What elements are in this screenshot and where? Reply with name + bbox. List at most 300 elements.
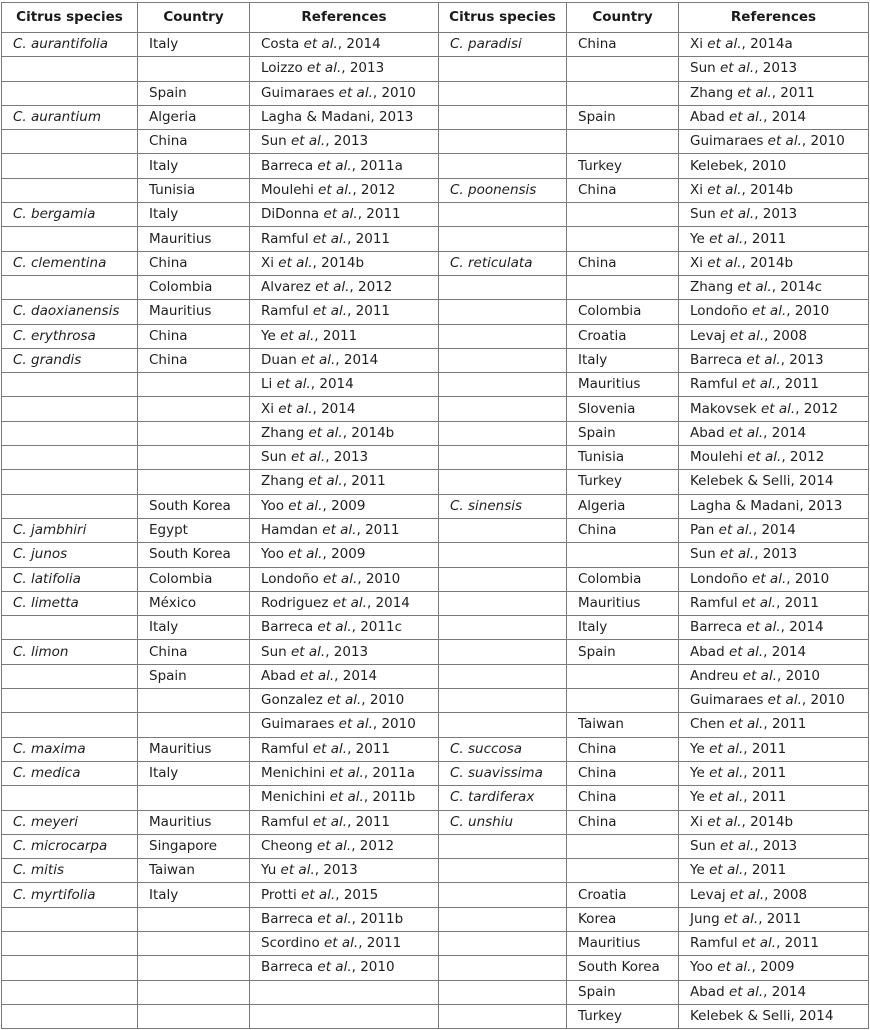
cell-country-right: Spain [567, 640, 679, 664]
cell-species-right [439, 616, 567, 640]
cell-species-left [2, 446, 138, 470]
et-al-italic: et al. [299, 667, 335, 684]
cell-reference-left: Barreca et al., 2010 [250, 956, 439, 980]
et-al-italic: et al. [709, 765, 744, 782]
et-al-italic: et al. [729, 327, 765, 344]
cell-species-right [439, 300, 567, 324]
cell-country-right: China [567, 178, 679, 202]
et-al-italic: et al. [324, 935, 359, 952]
cell-reference-right: Andreu et al., 2010 [679, 664, 869, 688]
cell-reference-right: Ye et al., 2011 [679, 761, 869, 785]
cell-country-right: Spain [567, 980, 679, 1004]
cell-species-right [439, 275, 567, 299]
cell-species-left [2, 689, 138, 713]
et-al-italic: et al. [288, 546, 323, 563]
et-al-italic: et al. [741, 376, 777, 393]
cell-species-left: C. limetta [2, 591, 138, 615]
cell-reference-right: Sun et al., 2013 [679, 203, 869, 227]
cell-species-right [439, 57, 567, 81]
table-row [2, 324, 869, 348]
cell-reference-right: Xi et al., 2014a [679, 33, 869, 57]
table-row [2, 689, 869, 713]
cell-species-right [439, 203, 567, 227]
cell-reference-left: DiDonna et al., 2011 [250, 203, 439, 227]
cell-reference-left: Yu et al., 2013 [250, 859, 439, 883]
table-row [2, 761, 869, 785]
cell-species-right: C. unshiu [439, 810, 567, 834]
cell-species-left: C. grandis [2, 348, 138, 372]
table-row [2, 737, 869, 761]
cell-reference-right: Kelebek & Selli, 2014 [679, 470, 869, 494]
cell-country-left [138, 446, 250, 470]
cell-reference-left: Ramful et al., 2011 [250, 227, 439, 251]
cell-reference-right: Abad et al., 2014 [679, 980, 869, 1004]
cell-reference-left: Xi et al., 2014 [250, 397, 439, 421]
cell-species-left [2, 713, 138, 737]
cell-species-left [2, 956, 138, 980]
cell-country-left: Spain [138, 81, 250, 105]
cell-species-left [2, 1004, 138, 1028]
cell-species-left [2, 81, 138, 105]
table-row [2, 956, 869, 980]
table-row [2, 664, 869, 688]
cell-reference-right: Abad et al., 2014 [679, 640, 869, 664]
cell-country-right [567, 689, 679, 713]
et-al-italic: et al. [767, 133, 802, 150]
cell-reference-left: Abad et al., 2014 [250, 664, 439, 688]
cell-reference-left: Ramful et al., 2011 [250, 737, 439, 761]
cell-species-right [439, 931, 567, 955]
cell-reference-left: Moulehi et al., 2012 [250, 178, 439, 202]
cell-reference-right: Barreca et al., 2013 [679, 348, 869, 372]
cell-species-left [2, 907, 138, 931]
cell-country-right: South Korea [567, 956, 679, 980]
cell-country-right: China [567, 251, 679, 275]
cell-reference-right: Xi et al., 2014b [679, 251, 869, 275]
citrus-references-table-container [1, 2, 868, 1029]
et-al-italic: et al. [290, 643, 326, 660]
cell-country-right: Turkey [567, 154, 679, 178]
cell-reference-right: Ramful et al., 2011 [679, 591, 869, 615]
cell-country-left: China [138, 130, 250, 154]
et-al-italic: et al. [301, 886, 336, 903]
cell-species-right: C. paradisi [439, 33, 567, 57]
cell-reference-right: Ye et al., 2011 [679, 786, 869, 810]
table-row [2, 591, 869, 615]
table-row [2, 980, 869, 1004]
cell-country-left: México [138, 591, 250, 615]
cell-species-right: C. tardiferax [439, 786, 567, 810]
cell-species-left [2, 616, 138, 640]
cell-reference-left [250, 980, 439, 1004]
cell-species-right: C. reticulata [439, 251, 567, 275]
cell-reference-right: Sun et al., 2013 [679, 57, 869, 81]
cell-country-right: Colombia [567, 567, 679, 591]
cell-country-right [567, 543, 679, 567]
cell-reference-left: Hamdan et al., 2011 [250, 518, 439, 542]
cell-species-left [2, 154, 138, 178]
cell-country-right [567, 81, 679, 105]
cell-species-left [2, 664, 138, 688]
cell-reference-left: Barreca et al., 2011a [250, 154, 439, 178]
cell-reference-right: Levaj et al., 2008 [679, 324, 869, 348]
cell-reference-left: Zhang et al., 2014b [250, 421, 439, 445]
cell-country-right: Mauritius [567, 373, 679, 397]
et-al-italic: et al. [719, 206, 755, 223]
cell-species-left [2, 373, 138, 397]
et-al-italic: et al. [280, 862, 315, 879]
cell-country-left: Italy [138, 616, 250, 640]
cell-species-right [439, 373, 567, 397]
cell-reference-right: Moulehi et al., 2012 [679, 446, 869, 470]
cell-reference-left: Lagha & Madani, 2013 [250, 105, 439, 129]
cell-species-right [439, 324, 567, 348]
et-al-italic: et al. [278, 400, 313, 417]
et-al-italic: et al. [312, 740, 348, 757]
et-al-italic: et al. [752, 303, 787, 320]
cell-country-left: South Korea [138, 543, 250, 567]
cell-reference-left: Li et al., 2014 [250, 373, 439, 397]
table-row [2, 203, 869, 227]
cell-species-left [2, 421, 138, 445]
cell-reference-right: Barreca et al., 2014 [679, 616, 869, 640]
et-al-italic: et al. [707, 813, 742, 830]
cell-species-right [439, 567, 567, 591]
cell-reference-right: Guimaraes et al., 2010 [679, 130, 869, 154]
cell-species-left [2, 275, 138, 299]
cell-country-right [567, 227, 679, 251]
et-al-italic: et al. [707, 254, 742, 271]
et-al-italic: et al. [332, 594, 367, 611]
et-al-italic: et al. [729, 886, 765, 903]
cell-species-left [2, 130, 138, 154]
table-row [2, 348, 869, 372]
table-row [2, 1004, 869, 1028]
cell-country-right: Mauritius [567, 591, 679, 615]
cell-reference-left: Sun et al., 2013 [250, 640, 439, 664]
cell-country-left: Singapore [138, 834, 250, 858]
cell-country-left: Italy [138, 883, 250, 907]
et-al-italic: et al. [315, 279, 350, 296]
cell-reference-right: Yoo et al., 2009 [679, 956, 869, 980]
header-references-left: References [250, 3, 439, 33]
table-row [2, 373, 869, 397]
cell-reference-right: Guimaraes et al., 2010 [679, 689, 869, 713]
header-country-left: Country [138, 3, 250, 33]
et-al-italic: et al. [767, 692, 802, 709]
table-row [2, 567, 869, 591]
cell-species-left [2, 931, 138, 955]
cell-country-left: China [138, 348, 250, 372]
cell-reference-left: Zhang et al., 2011 [250, 470, 439, 494]
cell-country-right: Turkey [567, 1004, 679, 1028]
cell-reference-right: Chen et al., 2011 [679, 713, 869, 737]
cell-species-right [439, 1004, 567, 1028]
cell-reference-right: Londoño et al., 2010 [679, 300, 869, 324]
cell-reference-right: Londoño et al., 2010 [679, 567, 869, 591]
table-row [2, 251, 869, 275]
cell-species-right [439, 543, 567, 567]
cell-species-right [439, 689, 567, 713]
cell-country-right: Korea [567, 907, 679, 931]
cell-country-left [138, 470, 250, 494]
cell-reference-left: Ye et al., 2011 [250, 324, 439, 348]
et-al-italic: et al. [709, 862, 744, 879]
et-al-italic: et al. [709, 230, 744, 247]
cell-country-right: Italy [567, 616, 679, 640]
table-row [2, 227, 869, 251]
et-al-italic: et al. [323, 206, 358, 223]
table-row [2, 105, 869, 129]
cell-reference-left: Barreca et al., 2011b [250, 907, 439, 931]
cell-country-right: Croatia [567, 324, 679, 348]
cell-reference-left: Cheong et al., 2012 [250, 834, 439, 858]
et-al-italic: et al. [719, 546, 755, 563]
cell-country-right [567, 834, 679, 858]
et-al-italic: et al. [317, 619, 352, 636]
cell-country-left [138, 1004, 250, 1028]
cell-species-right: C. suavissima [439, 761, 567, 785]
table-row [2, 834, 869, 858]
et-al-italic: et al. [308, 424, 343, 441]
cell-species-left [2, 494, 138, 518]
table-body [2, 33, 869, 1029]
cell-species-right [439, 421, 567, 445]
cell-species-right [439, 591, 567, 615]
header-citrus-species-right: Citrus species [439, 3, 567, 33]
cell-country-right: China [567, 33, 679, 57]
cell-species-left [2, 397, 138, 421]
cell-reference-left: Barreca et al., 2011c [250, 616, 439, 640]
cell-species-left [2, 980, 138, 1004]
cell-species-right [439, 105, 567, 129]
table-row [2, 786, 869, 810]
et-al-italic: et al. [290, 133, 326, 150]
cell-species-left: C. erythrosa [2, 324, 138, 348]
cell-species-right [439, 470, 567, 494]
et-al-italic: et al. [280, 327, 315, 344]
header-country-right: Country [567, 3, 679, 33]
cell-country-left: Tunisia [138, 178, 250, 202]
et-al-italic: et al. [317, 959, 352, 976]
table-row [2, 494, 869, 518]
cell-species-left: C. aurantium [2, 105, 138, 129]
cell-species-right [439, 348, 567, 372]
cell-species-left: C. clementina [2, 251, 138, 275]
cell-species-right [439, 956, 567, 980]
cell-country-left [138, 689, 250, 713]
cell-reference-left: Scordino et al., 2011 [250, 931, 439, 955]
et-al-italic: et al. [742, 667, 777, 684]
cell-country-left: China [138, 640, 250, 664]
et-al-italic: et al. [717, 959, 752, 976]
cell-species-left [2, 57, 138, 81]
cell-country-right [567, 275, 679, 299]
cell-reference-right: Ye et al., 2011 [679, 859, 869, 883]
cell-species-left: C. daoxianensis [2, 300, 138, 324]
cell-reference-right: Xi et al., 2014b [679, 810, 869, 834]
cell-country-right: Tunisia [567, 446, 679, 470]
et-al-italic: et al. [307, 60, 342, 77]
cell-country-right: Croatia [567, 883, 679, 907]
et-al-italic: et al. [746, 352, 781, 368]
cell-country-left: Colombia [138, 275, 250, 299]
cell-reference-left [250, 1004, 439, 1028]
table-row [2, 81, 869, 105]
cell-reference-left: Rodriguez et al., 2014 [250, 591, 439, 615]
et-al-italic: et al. [329, 789, 364, 806]
table-row [2, 130, 869, 154]
et-al-italic: et al. [719, 60, 755, 77]
cell-species-left: C. myrtifolia [2, 883, 138, 907]
cell-country-left [138, 397, 250, 421]
et-al-italic: et al. [327, 692, 362, 709]
cell-reference-right: Lagha & Madani, 2013 [679, 494, 869, 518]
cell-reference-left: Ramful et al., 2011 [250, 300, 439, 324]
cell-species-left: C. microcarpa [2, 834, 138, 858]
et-al-italic: et al. [312, 230, 348, 247]
cell-species-left [2, 227, 138, 251]
cell-country-right: China [567, 518, 679, 542]
et-al-italic: et al. [317, 157, 352, 174]
cell-country-right: China [567, 737, 679, 761]
cell-species-left: C. limon [2, 640, 138, 664]
cell-reference-right: Ye et al., 2011 [679, 737, 869, 761]
cell-country-right: Algeria [567, 494, 679, 518]
table-row [2, 518, 869, 542]
cell-species-left: C. maxima [2, 737, 138, 761]
cell-country-right [567, 203, 679, 227]
et-al-italic: et al. [718, 522, 753, 539]
et-al-italic: et al. [728, 109, 764, 126]
cell-species-left: C. mitis [2, 859, 138, 883]
table-row [2, 33, 869, 57]
cell-species-left: C. meyeri [2, 810, 138, 834]
cell-country-right: China [567, 761, 679, 785]
et-al-italic: et al. [312, 303, 348, 320]
table-row [2, 931, 869, 955]
et-al-italic: et al. [707, 181, 742, 198]
cell-species-right [439, 130, 567, 154]
cell-country-left: Mauritius [138, 227, 250, 251]
cell-species-right [439, 664, 567, 688]
cell-reference-right: Abad et al., 2014 [679, 421, 869, 445]
cell-species-right [439, 397, 567, 421]
cell-country-left [138, 907, 250, 931]
header-citrus-species-left: Citrus species [2, 3, 138, 33]
cell-species-right [439, 227, 567, 251]
cell-country-right: China [567, 810, 679, 834]
cell-reference-left: Protti et al., 2015 [250, 883, 439, 907]
table-row [2, 397, 869, 421]
et-al-italic: et al. [737, 279, 772, 296]
et-al-italic: et al. [276, 376, 311, 393]
et-al-italic: et al. [338, 84, 373, 101]
et-al-italic: et al. [741, 594, 777, 611]
cell-reference-right: Pan et al., 2014 [679, 518, 869, 542]
cell-country-right: Spain [567, 421, 679, 445]
cell-species-right [439, 446, 567, 470]
et-al-italic: et al. [301, 352, 336, 368]
cell-country-left: China [138, 251, 250, 275]
table-row [2, 810, 869, 834]
table-row [2, 640, 869, 664]
cell-reference-right: Ramful et al., 2011 [679, 373, 869, 397]
cell-species-left: C. jambhiri [2, 518, 138, 542]
et-al-italic: et al. [308, 473, 343, 490]
cell-country-right: Colombia [567, 300, 679, 324]
cell-country-left [138, 713, 250, 737]
et-al-italic: et al. [317, 910, 352, 927]
table-row [2, 421, 869, 445]
cell-reference-left: Londoño et al., 2010 [250, 567, 439, 591]
cell-species-right: C. sinensis [439, 494, 567, 518]
cell-country-left: Colombia [138, 567, 250, 591]
cell-country-right [567, 664, 679, 688]
cell-country-right: Slovenia [567, 397, 679, 421]
cell-species-right: C. succosa [439, 737, 567, 761]
cell-reference-left: Menichini et al., 2011a [250, 761, 439, 785]
et-al-italic: et al. [719, 837, 755, 854]
cell-species-right [439, 518, 567, 542]
cell-reference-left: Alvarez et al., 2012 [250, 275, 439, 299]
cell-country-right [567, 859, 679, 883]
table-row [2, 616, 869, 640]
et-al-italic: et al. [709, 740, 744, 757]
cell-species-left [2, 786, 138, 810]
cell-reference-right: Sun et al., 2013 [679, 543, 869, 567]
cell-species-left [2, 470, 138, 494]
cell-reference-right: Sun et al., 2013 [679, 834, 869, 858]
cell-species-left: C. latifolia [2, 567, 138, 591]
cell-country-left: Mauritius [138, 810, 250, 834]
cell-country-right: Mauritius [567, 931, 679, 955]
cell-reference-left: Yoo et al., 2009 [250, 543, 439, 567]
table-header [2, 3, 869, 33]
et-al-italic: et al. [323, 570, 358, 587]
cell-country-left: Mauritius [138, 737, 250, 761]
table-row [2, 713, 869, 737]
cell-species-left [2, 178, 138, 202]
et-al-italic: et al. [728, 424, 764, 441]
cell-country-left: Italy [138, 203, 250, 227]
et-al-italic: et al. [728, 643, 764, 660]
cell-country-right [567, 57, 679, 81]
cell-country-left [138, 931, 250, 955]
cell-reference-right: Kelebek & Selli, 2014 [679, 1004, 869, 1028]
cell-species-left: C. bergamia [2, 203, 138, 227]
cell-country-left: Mauritius [138, 300, 250, 324]
cell-country-left: Italy [138, 761, 250, 785]
cell-reference-left: Xi et al., 2014b [250, 251, 439, 275]
cell-country-left: Algeria [138, 105, 250, 129]
cell-reference-right: Ramful et al., 2011 [679, 931, 869, 955]
et-al-italic: et al. [741, 935, 777, 952]
cell-reference-right: Ye et al., 2011 [679, 227, 869, 251]
cell-species-right: C. poonensis [439, 178, 567, 202]
cell-reference-right: Zhang et al., 2011 [679, 81, 869, 105]
cell-species-right [439, 713, 567, 737]
et-al-italic: et al. [318, 181, 353, 198]
table-row [2, 470, 869, 494]
cell-country-left [138, 980, 250, 1004]
cell-reference-left: Menichini et al., 2011b [250, 786, 439, 810]
et-al-italic: et al. [707, 36, 742, 53]
et-al-italic: et al. [747, 449, 782, 466]
table-row [2, 883, 869, 907]
cell-species-left: C. junos [2, 543, 138, 567]
cell-country-right: Spain [567, 105, 679, 129]
